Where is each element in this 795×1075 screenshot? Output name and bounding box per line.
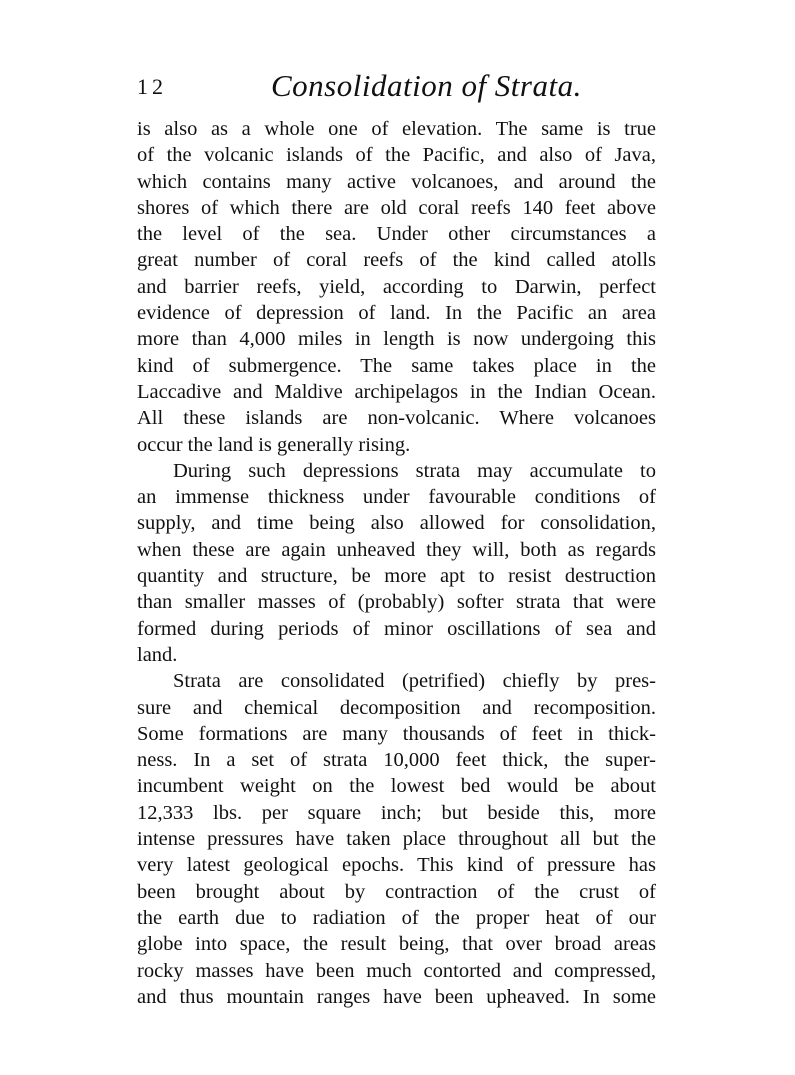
text-line: evidence of depression of land. In the Pacific an area — [137, 302, 656, 325]
text-line: shores of which there are old coral reefs 140 feet above — [137, 196, 656, 219]
text-line: sure and chemical decomposition and recomposition. — [137, 696, 656, 719]
running-head — [137, 68, 657, 108]
text-line: quantity and structure, be more apt to resist destruction — [137, 565, 656, 588]
text-line: the level of the sea. Under other circumstances a — [137, 223, 656, 246]
text-line: great number of coral reefs of the kind called atolls — [137, 249, 656, 272]
text-line: ness. In a set of strata 10,000 feet thick, the super- — [137, 749, 656, 772]
text-line: globe into space, the result being, that over broad areas — [137, 933, 656, 956]
text-line: is also as a whole one of elevation. The same is true — [137, 118, 656, 140]
text-line: an immense thickness under favourable conditions of — [137, 486, 656, 509]
text-line: very latest geological epochs. This kind of pressure has — [137, 854, 656, 877]
text-line: which contains many active volcanoes, and around the — [137, 170, 656, 193]
text-line: than smaller masses of (probably) softer strata that were — [137, 591, 656, 614]
paragraph-start-line: During such depressions strata may accumulate to — [173, 459, 656, 482]
paragraph-start-line: Strata are consolidated (petrified) chiefly by pres- — [173, 670, 656, 693]
text-line: formed during periods of minor oscillations of sea and — [137, 617, 656, 640]
paragraph-end-line: occur the land is generally rising. — [137, 433, 411, 456]
text-line: rocky masses have been much contorted and compressed, — [137, 959, 656, 982]
text-line: kind of submergence. The same takes place in the — [137, 354, 656, 377]
text-line: and barrier reefs, yield, according to Darwin, perfect — [137, 275, 656, 298]
text-line: when these are again unheaved they will, both as regards — [137, 538, 656, 561]
text-line: been brought about by contraction of the crust of — [137, 880, 656, 903]
text-line: the earth due to radiation of the proper heat of our — [137, 906, 656, 929]
text-line: more than 4,000 miles in length is now undergoing this — [137, 328, 656, 351]
text-line: Laccadive and Maldive archipelagos in the Indian Ocean. — [137, 380, 656, 403]
text-line: incumbent weight on the lowest bed would be about — [137, 775, 656, 798]
text-line: of the volcanic islands of the Pacific, and also of Java, — [137, 144, 656, 167]
text-line: supply, and time being also allowed for consolidation, — [137, 512, 656, 535]
running-title: Consolidation of Strata. — [271, 68, 582, 103]
text-line: Some formations are many thousands of feet in thick- — [137, 722, 656, 745]
text-line: All these islands are non-volcanic. Where volcanoes — [137, 407, 656, 430]
paragraph-end-line: land. — [137, 643, 178, 666]
page-number: 12 — [137, 74, 167, 99]
text-line: intense pressures have taken place throughout all but the — [137, 828, 656, 851]
body-text — [137, 116, 656, 1010]
text-line: and thus mountain ranges have been upheaved. In some — [137, 985, 656, 1008]
text-line: 12,333 lbs. per square inch; but beside this, more — [137, 801, 656, 824]
